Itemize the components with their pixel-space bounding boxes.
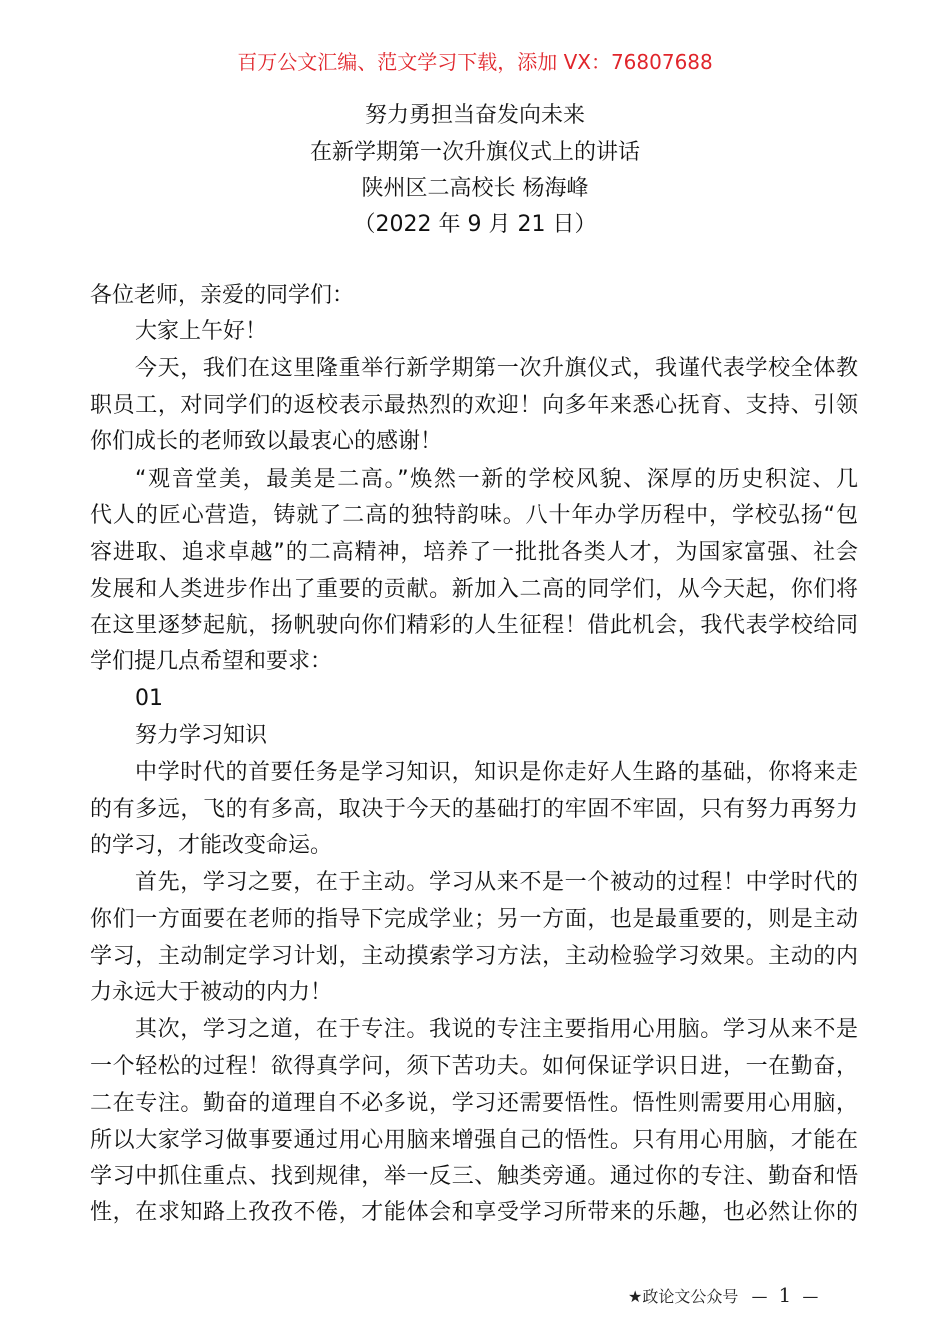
text-line: 其次，学习之道，在于专注。我说的专注主要指用心用脑。学习从来不是 <box>135 1017 858 1042</box>
text-line: 你们一方面要在老师的指导下完成学业；另一方面，也是最重要的，则是主动 <box>90 907 858 932</box>
doc-title: 努力勇担当奋发向未来 <box>364 103 585 128</box>
footer-dash-right: — <box>802 1287 819 1306</box>
text-line: 性，在求知路上孜孜不倦，才能体会和享受学习所带来的乐趣，也必然让你的 <box>90 1200 858 1225</box>
page-footer <box>628 1283 818 1307</box>
text-line: 力永远大于被动的内力！ <box>90 980 333 1005</box>
footer-source: ★政论文公众号 <box>628 1287 739 1306</box>
text-line: 今天，我们在这里隆重举行新学期第一次升旗仪式，我谨代表学校全体教 <box>135 356 858 381</box>
text-line: 中学时代的首要任务是学习知识，知识是你走好人生路的基础，你将来走 <box>135 760 858 785</box>
text-line: 二在专注。勤奋的道理自不必多说，学习还需要悟性。悟性则需要用心用脑， <box>90 1091 858 1116</box>
text-line: “观音堂美，最美是二高。”焕然一新的学校风貌、深厚的历史积淀、几 <box>135 467 858 492</box>
watermark-banner: 百万公文汇编、范文学习下载，添加 VX：76807688 <box>237 50 713 74</box>
text-line: 所以大家学习做事要通过用心用脑来增强自己的悟性。只有用心用脑，才能在 <box>90 1128 858 1153</box>
section-number: 01 <box>135 686 163 711</box>
doc-subtitle: 在新学期第一次升旗仪式上的讲话 <box>309 140 640 165</box>
text-line: 学习，主动制定学习计划，主动摸索学习方法，主动检验学习效果。主动的内 <box>90 944 858 969</box>
text-line: 的学习，才能改变命运。 <box>90 833 333 858</box>
text-line: 学们提几点希望和要求： <box>90 649 333 674</box>
text-line: 学习中抓住重点、找到规律，举一反三、触类旁通。通过你的专注、勤奋和悟 <box>90 1164 858 1189</box>
text-line: 你们成长的老师致以最衷心的感谢！ <box>90 429 443 454</box>
text-line: 代人的匠心营造，铸就了二高的独特韵味。八十年办学历程中，学校弘扬“包 <box>90 503 858 528</box>
text-line: 大家上午好！ <box>135 319 268 344</box>
text-line: 发展和人类进步作出了重要的贡献。新加入二高的同学们，从今天起，你们将 <box>90 577 858 602</box>
text-line: 一个轻松的过程！欲得真学问，须下苦功夫。如何保证学识日进，一在勤奋， <box>90 1054 858 1079</box>
doc-author: 陕州区二高校长 杨海峰 <box>361 176 589 201</box>
page-number: 1 <box>778 1283 792 1307</box>
text-line: 首先，学习之要，在于主动。学习从来不是一个被动的过程！中学时代的 <box>135 870 858 895</box>
text-line: 容进取、追求卓越”的二高精神，培养了一批批各类人才，为国家富强、社会 <box>90 540 858 565</box>
text-line: 职员工，对同学们的返校表示最热烈的欢迎！向多年来悉心抚育、支持、引领 <box>90 393 858 418</box>
text-line: 的有多远，飞的有多高，取决于今天的基础打的牢固不牢固，只有努力再努力 <box>90 797 858 822</box>
text-line: 在这里逐梦起航，扬帆驶向你们精彩的人生征程！借此机会，我代表学校给同 <box>90 613 858 638</box>
doc-date: （2022 年 9 月 21 日） <box>353 212 597 237</box>
section-heading: 努力学习知识 <box>135 723 268 748</box>
greeting: 各位老师，亲爱的同学们： <box>90 283 355 308</box>
footer-dash-left: — <box>751 1287 768 1306</box>
